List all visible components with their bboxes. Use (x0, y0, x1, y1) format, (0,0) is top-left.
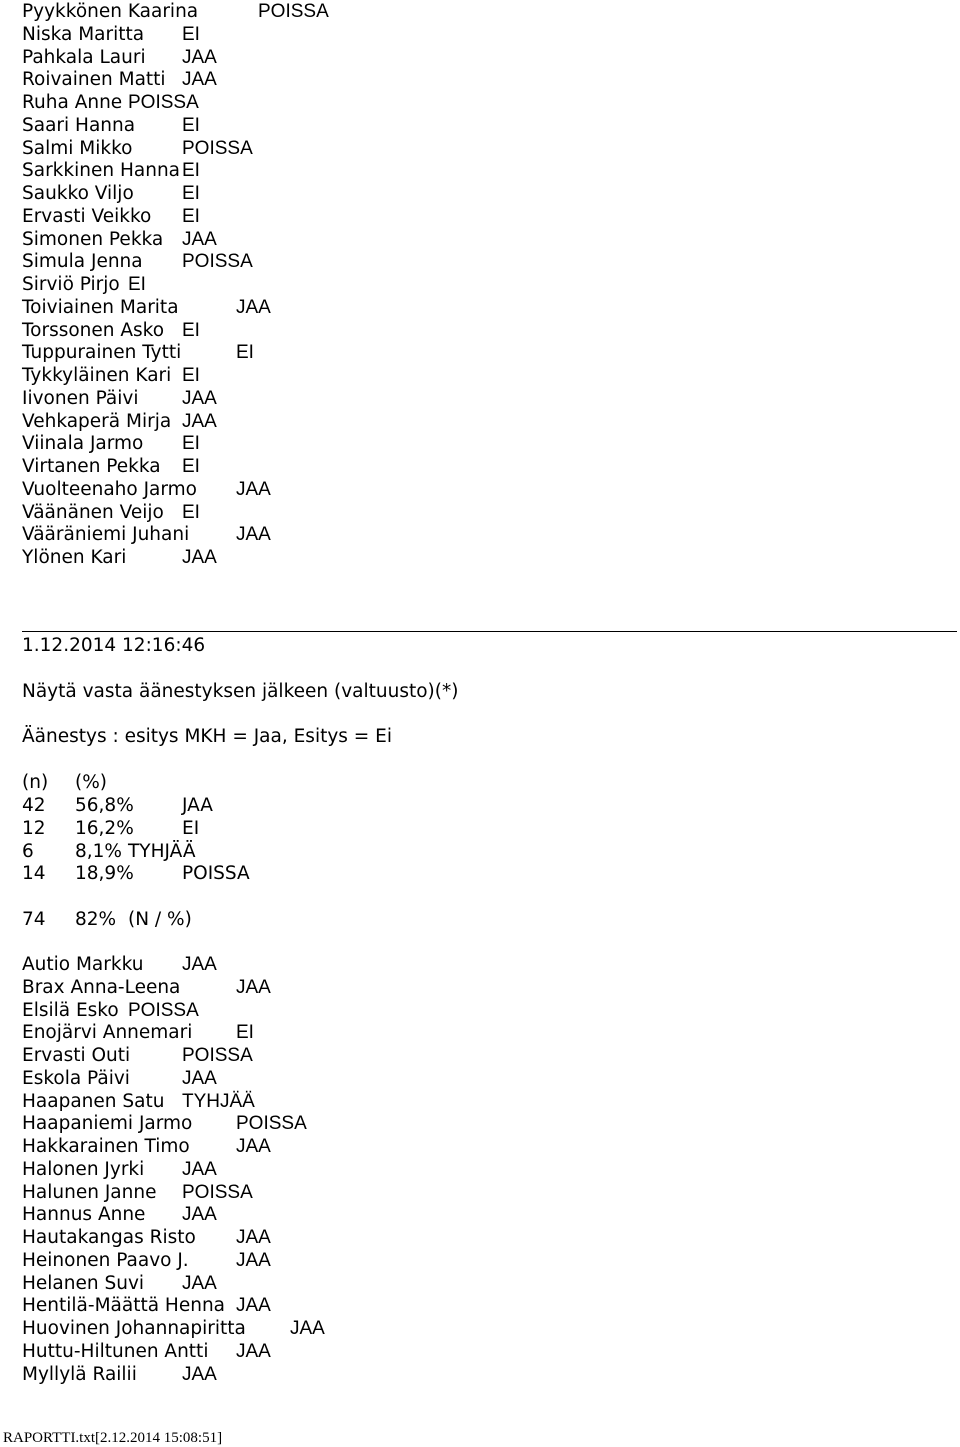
member-vote: JAA (236, 478, 271, 500)
member-vote: JAA (236, 1249, 271, 1271)
member-vote: JAA (236, 1340, 271, 1362)
summary-n: 42 (22, 795, 46, 816)
summary-label: EI (182, 818, 200, 839)
member-vote: JAA (236, 296, 271, 318)
member-vote: JAA (236, 1295, 271, 1317)
member-name: Vehkaperä Mirja (22, 410, 172, 432)
member-vote: JAA (182, 954, 217, 975)
member-name: Hentilä-Määttä Henna (22, 1295, 226, 1317)
member-name: Haapanen Satu (22, 1090, 165, 1112)
member-name: Torssonen Asko (22, 319, 165, 341)
summary-total-n: 74 (22, 909, 46, 930)
member-name: Hakkarainen Timo (22, 1136, 190, 1157)
member-vote: POISSA (182, 137, 253, 159)
report-footer: RAPORTTI.txt[2.12.2014 15:08:51] (3, 1430, 223, 1446)
member-vote: EI (182, 456, 200, 477)
member-vote: JAA (182, 410, 217, 432)
member-name: Sirviö Pirjo (22, 274, 120, 295)
member-name: Ervasti Outi (22, 1045, 131, 1066)
member-name: Toiviainen Marita (22, 296, 179, 318)
member-vote: JAA (182, 1067, 217, 1089)
member-name: Pyykkönen Kaarina (22, 1, 199, 22)
member-name: Myllylä Railii (22, 1363, 137, 1385)
summary-pct: 8,1% (75, 841, 122, 862)
summary-pct: 18,9% (75, 863, 134, 884)
member-vote: JAA (182, 1363, 217, 1385)
summary-n: 6 (22, 841, 34, 862)
member-name: Tuppurainen Tytti (22, 342, 182, 364)
member-vote: EI (182, 205, 200, 227)
member-vote: POISSA (236, 1113, 307, 1135)
summary-pct: 16,2% (75, 818, 134, 839)
member-name: Hautakangas Risto (22, 1227, 196, 1248)
member-vote: EI (182, 501, 200, 523)
member-vote: EI (236, 342, 254, 364)
member-vote: EI (182, 23, 200, 45)
member-name: Simonen Pekka (22, 228, 164, 250)
member-vote: JAA (182, 1272, 217, 1294)
member-vote: POISSA (128, 92, 199, 113)
member-name: Simula Jenna (22, 251, 143, 273)
member-vote: POISSA (258, 1, 329, 22)
member-name: Helanen Suvi (22, 1272, 145, 1294)
summary-n: 12 (22, 818, 46, 839)
member-vote: EI (182, 160, 200, 182)
member-name: Brax Anna-Leena (22, 976, 181, 998)
member-name: Elsilä Esko (22, 999, 119, 1021)
member-vote: JAA (236, 976, 271, 998)
member-name: Huttu-Hiltunen Antti (22, 1340, 209, 1362)
member-name: Ylönen Kari (22, 547, 127, 568)
member-name: Hannus Anne (22, 1204, 146, 1226)
member-name: Niska Maritta (22, 23, 145, 45)
member-name: Sarkkinen Hanna (22, 160, 180, 182)
summary-label: JAA (182, 795, 213, 816)
summary-pct: 56,8% (75, 795, 134, 816)
summary-label: POISSA (182, 863, 250, 884)
summary-total-label: (N / %) (128, 909, 192, 930)
summary-total-pct: 82% (75, 909, 117, 930)
member-name: Eskola Päivi (22, 1067, 130, 1089)
member-vote: JAA (182, 1158, 217, 1180)
member-name: Saari Hanna (22, 114, 136, 136)
member-vote: JAA (182, 228, 217, 250)
member-name: Heinonen Paavo J. (22, 1249, 189, 1271)
member-vote: JAA (236, 1136, 271, 1157)
member-vote: EI (128, 274, 146, 295)
summary-label: TYHJÄÄ (128, 841, 196, 862)
member-name: Tykkyläinen Kari (22, 365, 172, 386)
member-vote: EI (182, 433, 200, 455)
member-name: Salmi Mikko (22, 137, 133, 159)
member-vote: JAA (182, 547, 217, 568)
vote-timestamp: 1.12.2014 12:16:46 (22, 635, 206, 656)
member-vote: POISSA (182, 1181, 253, 1203)
member-vote: JAA (182, 69, 217, 91)
member-name: Iivonen Päivi (22, 387, 139, 409)
member-vote: JAA (182, 387, 217, 409)
member-vote: POISSA (182, 1045, 253, 1066)
member-vote: JAA (236, 1227, 271, 1248)
member-name: Autio Markku (22, 954, 144, 975)
member-vote: EI (182, 183, 200, 204)
member-name: Haapaniemi Jarmo (22, 1113, 193, 1135)
member-name: Saukko Viljo (22, 183, 134, 204)
vote-title: Äänestys : esitys MKH = Jaa, Esitys = Ei (22, 726, 393, 747)
member-vote: TYHJÄÄ (182, 1090, 255, 1112)
summary-n: 14 (22, 863, 46, 884)
member-vote: JAA (182, 1204, 217, 1226)
member-name: Pahkala Lauri (22, 46, 146, 68)
member-name: Ervasti Veikko (22, 205, 152, 227)
summary-header-n: (n) (22, 772, 49, 793)
member-name: Halunen Janne (22, 1181, 157, 1203)
member-name: Ruha Anne (22, 92, 123, 113)
member-name: Roivainen Matti (22, 69, 166, 91)
member-name: Huovinen Johannapiritta (22, 1318, 246, 1339)
member-vote: EI (236, 1022, 254, 1044)
member-vote: EI (182, 114, 200, 136)
summary-header-pct: (%) (75, 772, 108, 793)
member-name: Väänänen Veijo (22, 501, 164, 523)
member-vote: JAA (236, 524, 271, 546)
separator-line (22, 631, 957, 632)
member-name: Halonen Jyrki (22, 1158, 145, 1180)
member-vote: JAA (290, 1318, 325, 1339)
member-vote: EI (182, 319, 200, 341)
visibility-note: Näytä vasta äänestyksen jälkeen (valtuusto)(*) (22, 681, 459, 702)
member-vote: JAA (182, 46, 217, 68)
member-name: Viinala Jarmo (22, 433, 144, 455)
member-vote: POISSA (128, 999, 199, 1021)
member-name: Enojärvi Annemari (22, 1022, 193, 1044)
member-vote: POISSA (182, 251, 253, 273)
member-name: Virtanen Pekka (22, 456, 161, 477)
member-name: Vääräniemi Juhani (22, 524, 190, 546)
member-vote: EI (182, 365, 200, 386)
member-name: Vuolteenaho Jarmo (22, 478, 198, 500)
